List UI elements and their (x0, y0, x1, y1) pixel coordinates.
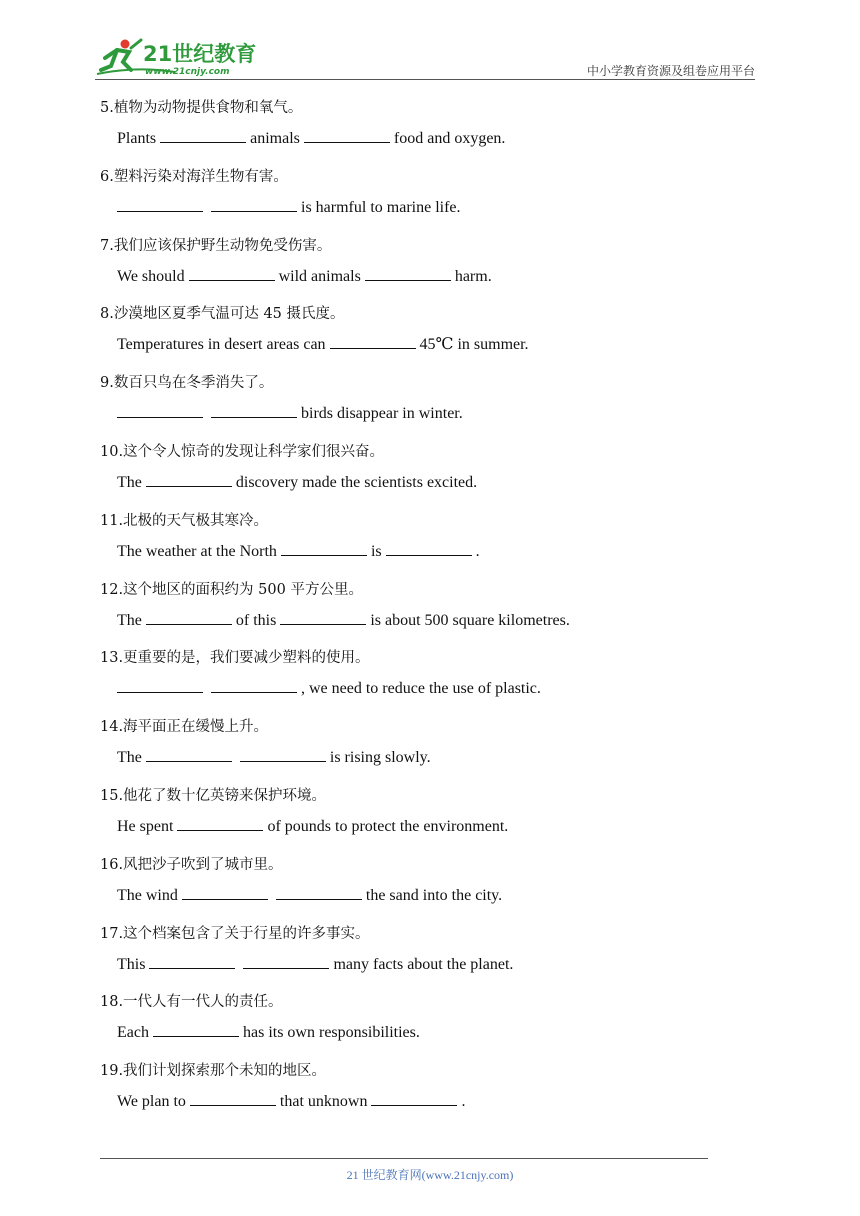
sentence-text: is (370, 542, 382, 560)
answer-blank[interactable] (117, 197, 203, 212)
answer-blank[interactable] (276, 885, 362, 900)
chinese-sentence: 9.数百只鸟在冬季消失了。 (100, 375, 274, 392)
chinese-sentence: 16.风把沙子吹到了城市里。 (100, 856, 283, 873)
chinese-sentence: 14.海平面正在缓慢上升。 (100, 719, 269, 736)
answer-blank[interactable] (117, 678, 203, 693)
exercise-item (100, 578, 760, 647)
sentence-text: discovery made the scientists excited. (235, 473, 478, 491)
answer-blank[interactable] (190, 1091, 276, 1106)
chinese-sentence: 13.更重要的是，我们要减少塑料的使用。 (100, 650, 370, 667)
sentence-text: The wind (117, 886, 178, 904)
english-sentence (100, 402, 760, 426)
sentence-text: . (475, 542, 480, 560)
answer-blank[interactable] (189, 266, 275, 281)
english-sentence (100, 471, 760, 495)
sentence-text: . (461, 1093, 466, 1111)
chinese-sentence: 18.一代人有一代人的责任。 (100, 994, 283, 1011)
exercise-item (100, 646, 760, 715)
sentence-text: of pounds to protect the environment. (267, 817, 509, 835)
answer-blank[interactable] (149, 954, 235, 969)
english-sentence (100, 953, 760, 977)
answer-blank[interactable] (330, 334, 416, 349)
sentence-text: This (117, 955, 146, 973)
exercise-item (100, 922, 760, 991)
answer-blank[interactable] (243, 954, 329, 969)
chinese-sentence: 11.北极的天气极其寒冷。 (100, 512, 269, 529)
sentence-text: We plan to (117, 1093, 186, 1111)
exercise-item (100, 96, 760, 165)
english-sentence (100, 333, 760, 357)
english-sentence (100, 540, 760, 564)
chinese-sentence: 10.这个令人惊奇的发现让科学家们很兴奋。 (100, 443, 385, 460)
sentence-text: harm. (454, 267, 492, 285)
sentence-text: is rising slowly. (329, 749, 431, 767)
sentence-text: Temperatures in desert areas can (117, 336, 326, 354)
sentence-text: birds disappear in winter. (301, 405, 463, 423)
sentence-text: of this (235, 611, 277, 629)
chinese-sentence: 8.沙漠地区夏季气温可达 45 摄氏度。 (100, 306, 345, 323)
answer-blank[interactable] (211, 403, 297, 418)
sentence-text: has its own responsibilities. (242, 1024, 420, 1042)
answer-blank[interactable] (304, 128, 390, 143)
exercise-item (100, 234, 760, 303)
exercise-item (100, 784, 760, 853)
sentence-text: Plants (117, 130, 157, 147)
chinese-sentence: 5.植物为动物提供食物和氧气。 (100, 100, 303, 116)
sentence-text: that unknown (279, 1093, 368, 1111)
english-sentence (100, 1090, 760, 1114)
sentence-text: We should (117, 267, 185, 285)
exercise-item (100, 853, 760, 922)
exercise-list (100, 96, 760, 1128)
sentence-text: The (117, 749, 142, 767)
chinese-sentence: 6.塑料污染对海洋生物有害。 (100, 168, 288, 185)
answer-blank[interactable] (177, 816, 263, 831)
footer-divider (100, 1158, 708, 1159)
answer-blank[interactable] (386, 541, 472, 556)
english-sentence (100, 127, 760, 151)
answer-blank[interactable] (365, 266, 451, 281)
sentence-text: The weather at the North (117, 542, 277, 560)
answer-blank[interactable] (153, 1022, 239, 1037)
sentence-text: , we need to reduce the use of plastic. (301, 680, 541, 698)
english-sentence (100, 1021, 760, 1045)
sentence-text: He spent (117, 817, 174, 835)
logo-url: www.21cnjy.com (145, 67, 230, 77)
answer-blank[interactable] (146, 610, 232, 625)
chinese-sentence: 19.我们计划探索那个未知的地区。 (100, 1063, 327, 1080)
sentence-text: 45℃ in summer. (419, 336, 529, 354)
sentence-text: many facts about the planet. (333, 955, 514, 973)
answer-blank[interactable] (211, 197, 297, 212)
english-sentence (100, 609, 760, 633)
answer-blank[interactable] (211, 678, 297, 693)
sentence-text: The (117, 473, 142, 491)
exercise-item (100, 715, 760, 784)
chinese-sentence: 7.我们应该保护野生动物免受伤害。 (100, 237, 332, 254)
sentence-text: the sand into the city. (365, 886, 503, 904)
exercise-item (100, 302, 760, 371)
platform-name: 中小学教育资源及组卷应用平台 (586, 64, 755, 78)
answer-blank[interactable] (240, 747, 326, 762)
exercise-item (100, 440, 760, 509)
chinese-sentence: 15.他花了数十亿英镑来保护环境。 (100, 787, 327, 804)
site-logo (95, 36, 260, 78)
answer-blank[interactable] (117, 403, 203, 418)
chinese-sentence: 17.这个档案包含了关于行星的许多事实。 (100, 925, 370, 942)
logo-runner-icon (95, 36, 260, 78)
answer-blank[interactable] (182, 885, 268, 900)
exercise-item (100, 371, 760, 440)
english-sentence (100, 196, 760, 220)
header-divider (95, 79, 755, 80)
english-sentence (100, 265, 760, 289)
answer-blank[interactable] (371, 1091, 457, 1106)
logo-text: 21世纪教育 (143, 42, 257, 66)
answer-blank[interactable] (146, 472, 232, 487)
sentence-text: is about 500 square kilometres. (370, 611, 570, 629)
english-sentence (100, 815, 760, 839)
sentence-text: wild animals (278, 267, 361, 285)
exercise-item (100, 509, 760, 578)
sentence-text: The (117, 611, 142, 629)
chinese-sentence: 12.这个地区的面积约为 500 平方公里。 (100, 581, 363, 598)
english-sentence (100, 884, 760, 908)
answer-blank[interactable] (146, 747, 232, 762)
answer-blank[interactable] (281, 541, 367, 556)
answer-blank[interactable] (280, 610, 366, 625)
exercise-item (100, 1059, 760, 1128)
answer-blank[interactable] (160, 128, 246, 143)
english-sentence (100, 746, 760, 770)
exercise-item (100, 165, 760, 234)
sentence-text: is harmful to marine life. (301, 198, 461, 216)
sentence-text: food and oxygen. (393, 130, 506, 147)
footer-text: 21 世纪教育网(www.21cnjy.com) (346, 1168, 514, 1182)
exercise-item (100, 990, 760, 1059)
sentence-text: Each (117, 1024, 149, 1042)
sentence-text: animals (250, 130, 300, 147)
english-sentence (100, 677, 760, 701)
